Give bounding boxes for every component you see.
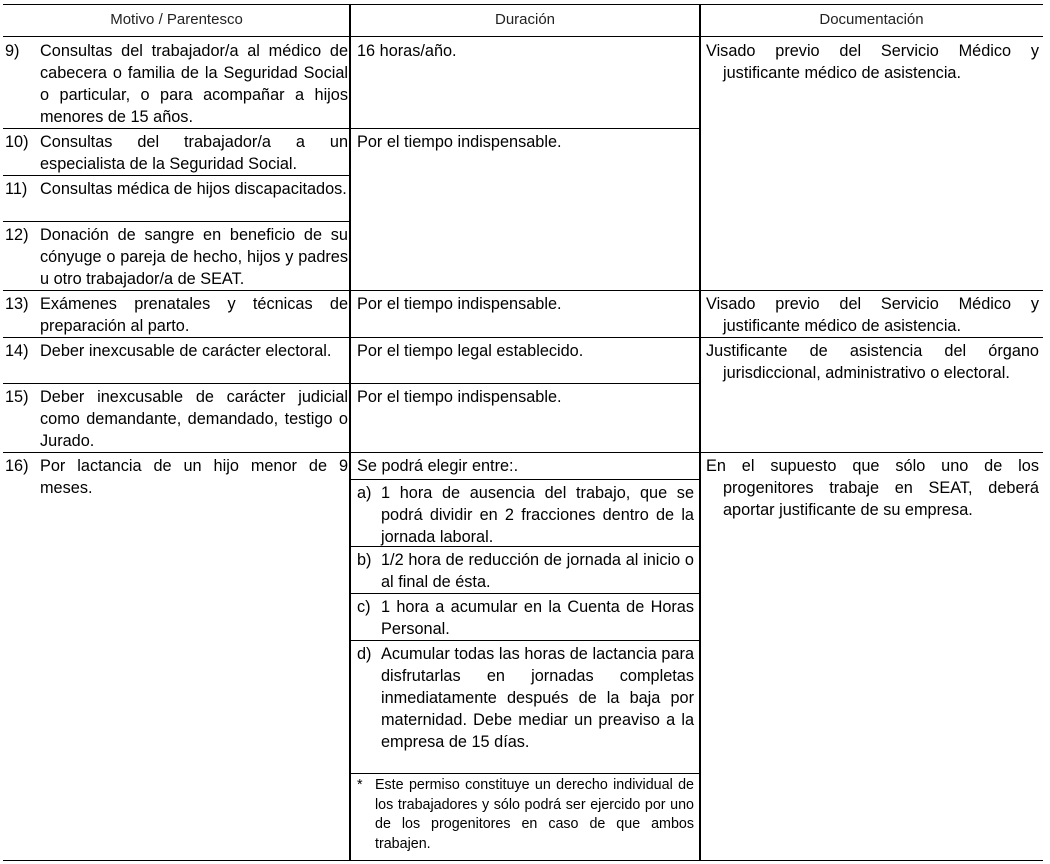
option-divider <box>350 773 700 774</box>
row-divider <box>3 290 1043 291</box>
opcion-d <box>350 643 700 753</box>
documentacion-text: Visado previo del Servicio Médico y justificante médico de asistencia. <box>706 42 1039 82</box>
header-motivo: Motivo / Parentesco <box>110 11 243 28</box>
row-divider <box>3 221 350 222</box>
row-divider <box>3 175 350 176</box>
motivo-text: Consultas médica de hijos discapacitados. <box>40 180 347 198</box>
opcion-letter: d) <box>357 645 372 663</box>
duracion-cell <box>350 340 700 362</box>
duracion-cell <box>350 386 700 408</box>
header-documentacion: Documentación <box>819 11 924 28</box>
documentacion-cell <box>704 40 1043 84</box>
motivo-text: Consultas del trabajador/a al médico de cabecera o familia de la Seguridad Social o particular, o para acompañar a hijos menores de 15 años. <box>40 42 348 126</box>
duracion-text: Por el tiempo legal establecido. <box>357 342 584 360</box>
option-divider <box>350 479 700 480</box>
row-divider <box>3 337 1043 338</box>
option-divider <box>350 546 700 547</box>
option-divider <box>350 640 700 641</box>
option-divider <box>350 593 700 594</box>
documentacion-text: En el supuesto que sólo uno de los progenitores trabaje en SEAT, deberá aportar justificante de su empresa. <box>706 457 1039 519</box>
row-divider <box>3 128 700 129</box>
nota-permiso <box>350 776 700 854</box>
duracion-text: Por el tiempo indispensable. <box>357 388 562 406</box>
motivo-text: Exámenes prenatales y técnicas de preparación al parto. <box>40 295 348 335</box>
table-top-border <box>3 4 1043 5</box>
documentacion-cell <box>704 455 1043 521</box>
documentacion-text: Visado previo del Servicio Médico y justificante médico de asistencia. <box>706 295 1039 335</box>
motivo-text: Consultas del trabajador/a a un especialista de la Seguridad Social. <box>40 133 348 173</box>
motivo-text: Deber inexcusable de carácter electoral. <box>40 342 332 360</box>
opcion-c <box>350 596 700 640</box>
duracion-text: Por el tiempo indispensable. <box>357 133 562 151</box>
documentacion-cell <box>704 340 1043 384</box>
motivo-row-14 <box>5 340 348 362</box>
row-divider <box>3 383 700 384</box>
motivo-row-10 <box>5 131 348 175</box>
opcion-letter: b) <box>357 551 372 569</box>
motivo-number: 13) <box>5 295 29 313</box>
motivo-text: Donación de sangre en beneficio de su cónyuge o pareja de hecho, hijos y padres u otro trabajador/a de SEAT. <box>40 226 348 288</box>
opcion-b <box>350 549 700 593</box>
motivo-row-13 <box>5 293 348 337</box>
motivo-number: 16) <box>5 457 29 475</box>
header-divider <box>3 36 1043 37</box>
permisos-table <box>3 4 1043 861</box>
opcion-text: 1 hora a acumular en la Cuenta de Horas Personal. <box>381 598 694 638</box>
duracion-text: 16 horas/año. <box>357 42 457 60</box>
duracion-text: Por el tiempo indispensable. <box>357 295 562 313</box>
motivo-row-11 <box>5 178 348 200</box>
opcion-a <box>350 482 700 548</box>
motivo-row-15 <box>5 386 348 452</box>
motivo-row-9 <box>5 40 348 128</box>
nota-text: Este permiso constituye un derecho individual de los trabajadores y sólo podrá ser ejercido por uno de los progenitores en caso de que ambos trabajen. <box>375 777 694 852</box>
motivo-number: 11) <box>5 180 28 198</box>
documentacion-text: Justificante de asistencia del órgano jurisdiccional, administrativo o electoral. <box>706 342 1039 382</box>
duracion-cell <box>350 40 700 62</box>
opcion-text: 1/2 hora de reducción de jornada al inicio o al final de ésta. <box>381 551 694 591</box>
opcion-letter: a) <box>357 484 372 502</box>
opcion-text: 1 hora de ausencia del trabajo, que se podrá dividir en 2 fracciones dentro de la jornada laboral. <box>381 484 694 546</box>
duracion-cell <box>350 455 700 477</box>
column-divider <box>699 4 701 861</box>
row-divider <box>3 452 1043 453</box>
column-divider <box>349 4 351 861</box>
asterisk-mark: * <box>357 777 363 793</box>
motivo-number: 10) <box>5 133 29 151</box>
opcion-letter: c) <box>357 598 371 616</box>
motivo-text: Por lactancia de un hijo menor de 9 meses. <box>40 457 348 497</box>
motivo-number: 9) <box>5 42 20 60</box>
motivo-number: 15) <box>5 388 29 406</box>
motivo-text: Deber inexcusable de carácter judicial como demandante, demandado, testigo o Jurado. <box>40 388 348 450</box>
opcion-text: Acumular todas las horas de lactancia para disfrutarlas en jornadas completas inmediatamente después de la baja por maternidad. Debe mediar un preaviso a la empresa de 15 días. <box>381 645 694 751</box>
motivo-number: 14) <box>5 342 29 360</box>
table-bottom-border <box>3 860 1043 861</box>
header-duracion: Duración <box>494 11 556 28</box>
duracion-text: Se podrá elegir entre:. <box>357 457 519 475</box>
duracion-cell <box>350 293 700 315</box>
duracion-cell <box>350 131 700 153</box>
documentacion-cell <box>704 293 1043 337</box>
motivo-number: 12) <box>5 226 29 244</box>
motivo-row-16 <box>5 455 348 499</box>
motivo-row-12 <box>5 224 348 290</box>
